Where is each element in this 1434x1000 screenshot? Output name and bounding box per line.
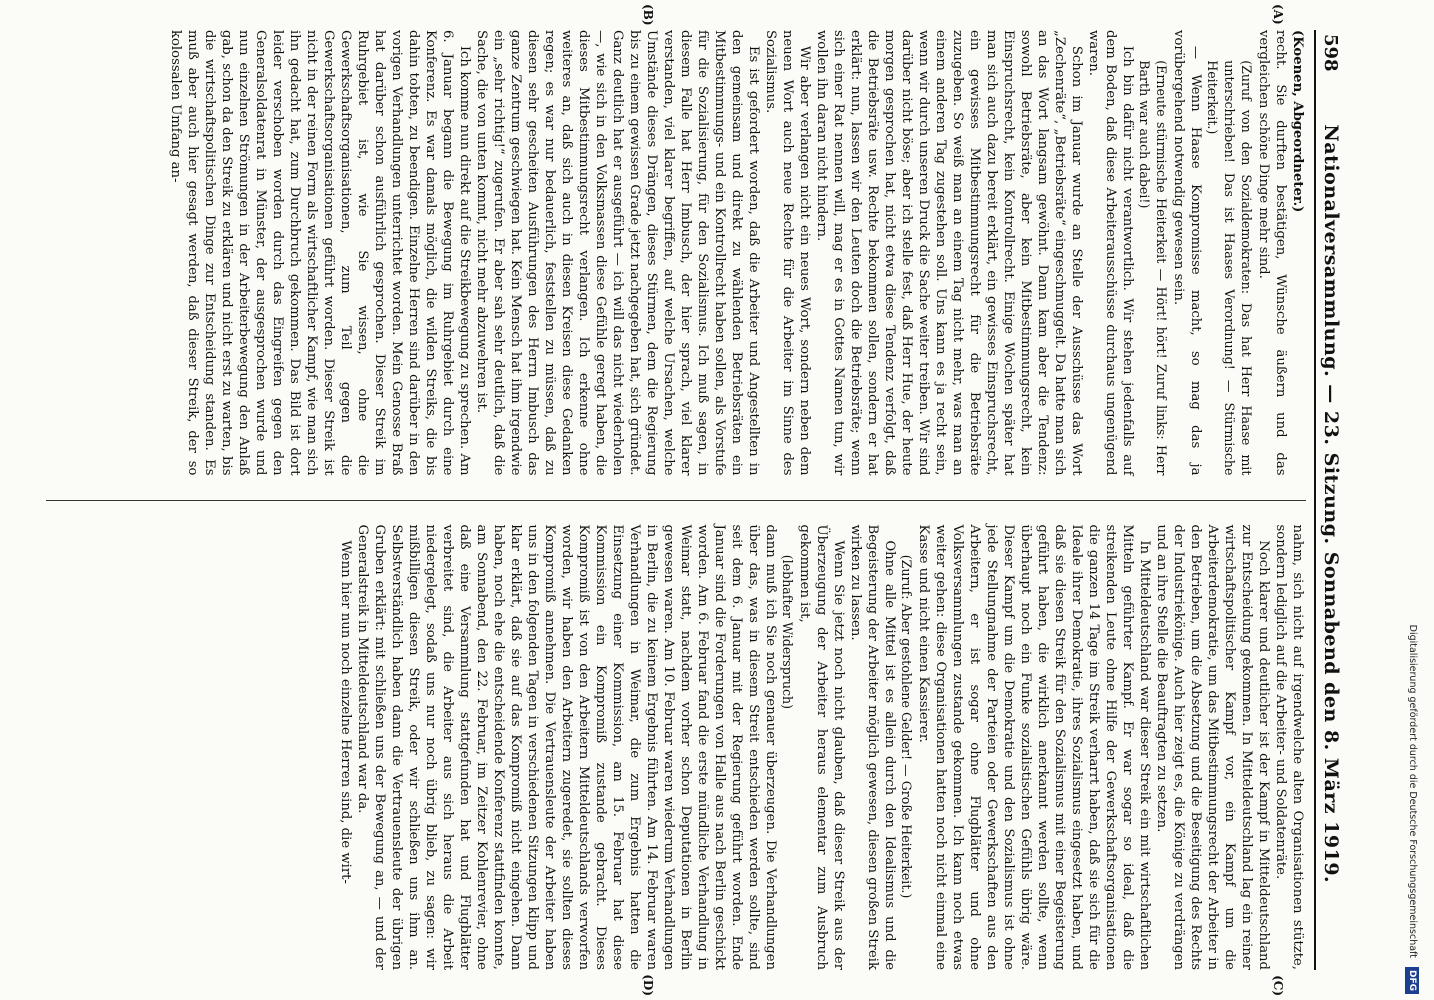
left-interjection-1: (Zuruf von den Sozialdemokraten: Das hat Herr Haase mit unterschrieben! Das ist Haases Verordnung! — Stürmische Heiterkeit.) [1205, 60, 1254, 476]
left-paragraph-4: Schon im Januar wurde an Stelle der Ausschüsse das Wort „Zechenräte“, „Betriebsräte“ eingeschmuggelt. Da hatte man sich an das Wort langsam gewöhnt. Dann kam aber die Tendenz: sowohl Betriebsräte, aber kein Mitbestimmungsrecht, kein Einspruchsrecht, kein Kontrollrecht. Einige Wochen später hat man sich auch dazu bereit erklärt, ein gewisses Einspruchsrecht, ein gewisses Mitbestimmungsrecht für die Betriebsräte zuzugeben. So weiß man an einem Tag nicht mehr, was man an einem anderen Tag zugestehen soll. Uns kann es ja recht sein, wenn wir durch unseren Druck die Sache weiter treiben. Wir sind darüber nicht böse; aber ich stelle fest, daß Herr Hue, der heute morgen gesprochen hat, nicht etwa diese Tendenz verfolgt, daß die Betriebsräte usw. Rechte bekommen sollen, sondern er hat erklärt: nun, lassen wir den Leuten doch die Betriebsräte; wenn sich einer Rat nennen will, mag er es in Gottes Namen tun, wir wollen ihn daran nicht hindern. [814, 30, 1084, 476]
left-column [46, 4, 1306, 476]
column-divider [46, 500, 1306, 501]
right-column [46, 524, 1306, 996]
margin-marker-c: (C) [1271, 975, 1285, 996]
left-interjection-2: (Erneute stürmische Heiterkeit — Hört! hört! Zuruf links: Herr Barth war auch dabei!) [1137, 60, 1169, 476]
page-number: 598 [1320, 34, 1341, 72]
left-paragraph-5: Wir aber verlangen nicht ein neues Wort, sondern neben dem neuen Wort auch neue Rechte für die Arbeiter im Sinne des Sozialismus. [763, 30, 812, 476]
digitization-note-text: Digitalisierung gefördert durch die Deutsche Forschungsgemeinschaft [1407, 624, 1418, 958]
page-title: Nationalversammlung. — 23. Sitzung. Sonnabend den 8. März 1919. [1320, 124, 1342, 884]
left-paragraph-3: Ich bin dafür nicht verantwortlich. Wir stehen jedenfalls auf dem Boden, daß diese Arbeiterausschüsse durchaus ungenügend waren. [1086, 30, 1135, 476]
dfg-logo: DFG [1406, 967, 1420, 994]
left-paragraph-1: recht. Sie durften bestätigen, Wünsche äußern und das vergleichen schöne Dinge mehr sind. [1256, 30, 1288, 476]
speaker-name: (Koenen, Abgeordneter.) [1290, 30, 1305, 213]
right-paragraph-7: Wenn hier nun noch einzelne Herren sind, die wirt- [338, 540, 353, 884]
margin-marker-b: (B) [641, 4, 655, 26]
right-paragraph-5: Wenn Sie jetzt noch nicht glauben, daß dieser Streik aus der Überzeugung der Arbeiter heraus elementar zum Ausbruch gekommen ist, [797, 524, 846, 970]
right-paragraph-1: nahm, sich nicht auf irgendwelche alten Organisationen stützte, sondern lediglich auf die Arbeiter- und Soldatenräte. [1273, 524, 1305, 970]
margin-marker-a: (A) [1271, 4, 1285, 25]
left-paragraph-7: Ich komme nun direkt auf die Streikbewegung zu sprechen. Am 6. Januar begann die Bewegung im Ruhrgebiet durch eine Konferenz. Es war damals möglich, die wilden Streiks, die bis dahin tobten, zu beendigen. Einzelne Herren sind darüber in den vorigen Verhandlungen unterrichtet worden. Mein Genosse Braß hat darüber schon ausführlich gesprochen. Dieser Streik im Ruhrgebiet ist, wie Sie wissen, ohne die Gewerkschaftsorganisationen, zum Teil gegen die Gewerkschaftsorganisationen geführt worden. Dieser Streik ist nicht in der reinen Form als wirtschaftlicher Kampf, wie man sich ihn gedacht hat, zum Durchbruch gekommen. Das Bild ist dort leider verschoben worden durch das Eingreifen gegen den Generalsoldatenrat in Münster, der ausgesprochen wurde und nun einzelnen Strömungen in der Arbeiterbewegung den Anlaß gab, schon da den Streik zu erklären und nicht erst zu warten, bis die wirtschaftspolitischen Dinge zur Entscheidung standen. Es muß aber auch hier gesagt werden, daß dieser Streik, der so kolossalen Umfang an- [168, 30, 472, 476]
right-paragraph-3: In Mitteldeutschland war dieser Streik ein mit wirtschaftlichen Mitteln geführter Kampf. Er war sogar so ideal, daß die streikenden Leute ohne Hilfe der Gewerkschaftsorganisationen die ganzen 14 Tage im Streik verharrt haben, daß sie sich für die Ideale ihrer Demokratie, ihres Sozialismus eingesetzt haben, und daß sie diesen Streik für den Sozialismus mit einer Begeisterung geführt haben, die wirklich anerkannt werden sollte, wenn überhaupt noch ein Funke sozialistischen Gefühls übrig wäre. Dieser Kampf um die Demokratie und den Sozialismus ist ohne jede Stellungnahme der Parteien oder Gewerkschaften aus den Arbeitern, er ist sogar ohne Flugblätter und ohne Volksversammlungen zustande gekommen. Ich kann noch etwas weiter gehen: diese Organisationen hatten noch nicht einmal eine Kasse und nicht einen Kassierer. [916, 524, 1152, 970]
right-paragraph-2: Noch klarer und deutlicher ist der Kampf in Mitteldeutschland zur Entscheidung gekommen. In Mitteldeutschland lag ein reiner wirtschaftspolitischer Kampf vor, ein Kampf um die Arbeiterdemokratie, um das Mitbestimmungsrecht der Arbeiter in den Betrieben, um die Absetzung und die Beseitigung des Rechts der Industriekönige. Auch hier zeigt es, die Könige zu verdrängen und an ihre Stelle die Beauftragten zu setzen. [1154, 524, 1271, 970]
right-interjection-2: (lebhafter Widerspruch) [780, 554, 795, 710]
left-paragraph-2: — Wenn Haase Kompromisse macht, so mag das ja vorübergehend notwendig gewesen sein. [1171, 30, 1203, 476]
text-columns [46, 4, 1306, 996]
right-interjection-1: (Zuruf: Aber gestohlene Gelder! — Große Heiterkeit.) [899, 554, 914, 899]
margin-marker-d: (D) [641, 974, 655, 996]
page-header [1314, 30, 1360, 970]
digitization-note [1402, 4, 1422, 994]
right-paragraph-6: dann muß ich Sie noch genauer überzeugen. Die Verhandlungen über das, was in diesem Streit entschieden werden sollte, sind seit dem 6. Januar mit der Regierung geführt worden. Ende Januar sind die Forderungen von Halle aus nach Berlin geschickt worden. Am 6. Februar fand die erste mündliche Verhandlung in Weimar statt, nachdem vorher schon Deputationen in Berlin gewesen waren. Am 10. Februar waren wiederum Verhandlungen in Berlin, die zu keinem Ergebnis führten. Am 14. Februar waren Verhandlungen in Weimar, die zum Ergebnis hatten die Einsetzung einer Kommission, am 15. Februar hat diese Kommission ein Kompromiß zustande gebracht. Dieses Kompromiß ist von den Arbeitern Mitteldeutschlands verworfen worden, wir haben den Arbeitern zugeredet, sie sollten dieses Kompromiß annehmen. Die Vertrauensleute der Arbeiter haben uns in den folgenden Tagen in verschiedenen Sitzungen klipp und klar erklärt, daß sie auf das Kompromiß nicht eingehen. Dann haben, noch ehe die entscheidende Konferenz stattfinden konnte, am Sonnabend, den 22. Februar, im Zeitzer Kohlenrevier, ohne daß eine Versammlung stattgefunden hat und Flugblätter verbreitet sind, die Arbeiter aus sich heraus die Arbeit niedergelegt, sodaß uns nur noch übrig blieb, zu sagen: wir mißbilligen diesen Streik, oder wir schließen uns ihm an. Selbstverständlich haben dann die Vertrauensleute der übrigen Gruben erklärt: mit schließen uns der Bewegung an, — und der Generalstreik in Mitteldeutschland war da. [355, 524, 778, 970]
left-paragraph-6: Es ist gefordert worden, daß die Arbeiter und Angestellten in den gemeinsam und direkt zu wählenden Betriebsräten ein Mitbestimmungs- und ein Kontrollrecht haben sollen, als Vorstufe für die Sozialisierung, für den Sozialismus. Ich muß sagen, in diesem Falle hat Herr Imbusch, der hier sprach, viel klarer verstanden, viel klarer begriffen, auf welche Ursachen, welche Umstände dieses Drängen, dieses Stürmen, dem die Regierung bis zu einem gewissen Grade jetzt nachgegeben hat, sich gründet. Ganz deutlich hat er ausgeführt — ich will das nicht wiederholen —, wie sich in den Volksmassen diese Gefühle geregt haben, die dieses Mitbestimmungsrecht verlangen. Ich erkenne ohne weiteres an, daß sich auch in diesen Kreisen diese Gedanken regen; es war nur bedauerlich, feststellen zu müssen, daß zu diesen sehr gescheiten Ausführungen des Herrn Imbusch das ganze Zentrum geschwiegen hat. Kein Mensch hat ihm irgendwie ein „sehr richtig!“ zugerufen. Er aber sah sehr deutlich, daß die Sache, die von unten kommt, nicht mehr abzuwehren ist. [474, 30, 761, 476]
right-paragraph-4: Ohne alle Mittel ist es allein durch den Idealismus und die Begeisterung der Arbeiter möglich gewesen, diesen großen Streik wirken zu lassen. [848, 524, 897, 970]
